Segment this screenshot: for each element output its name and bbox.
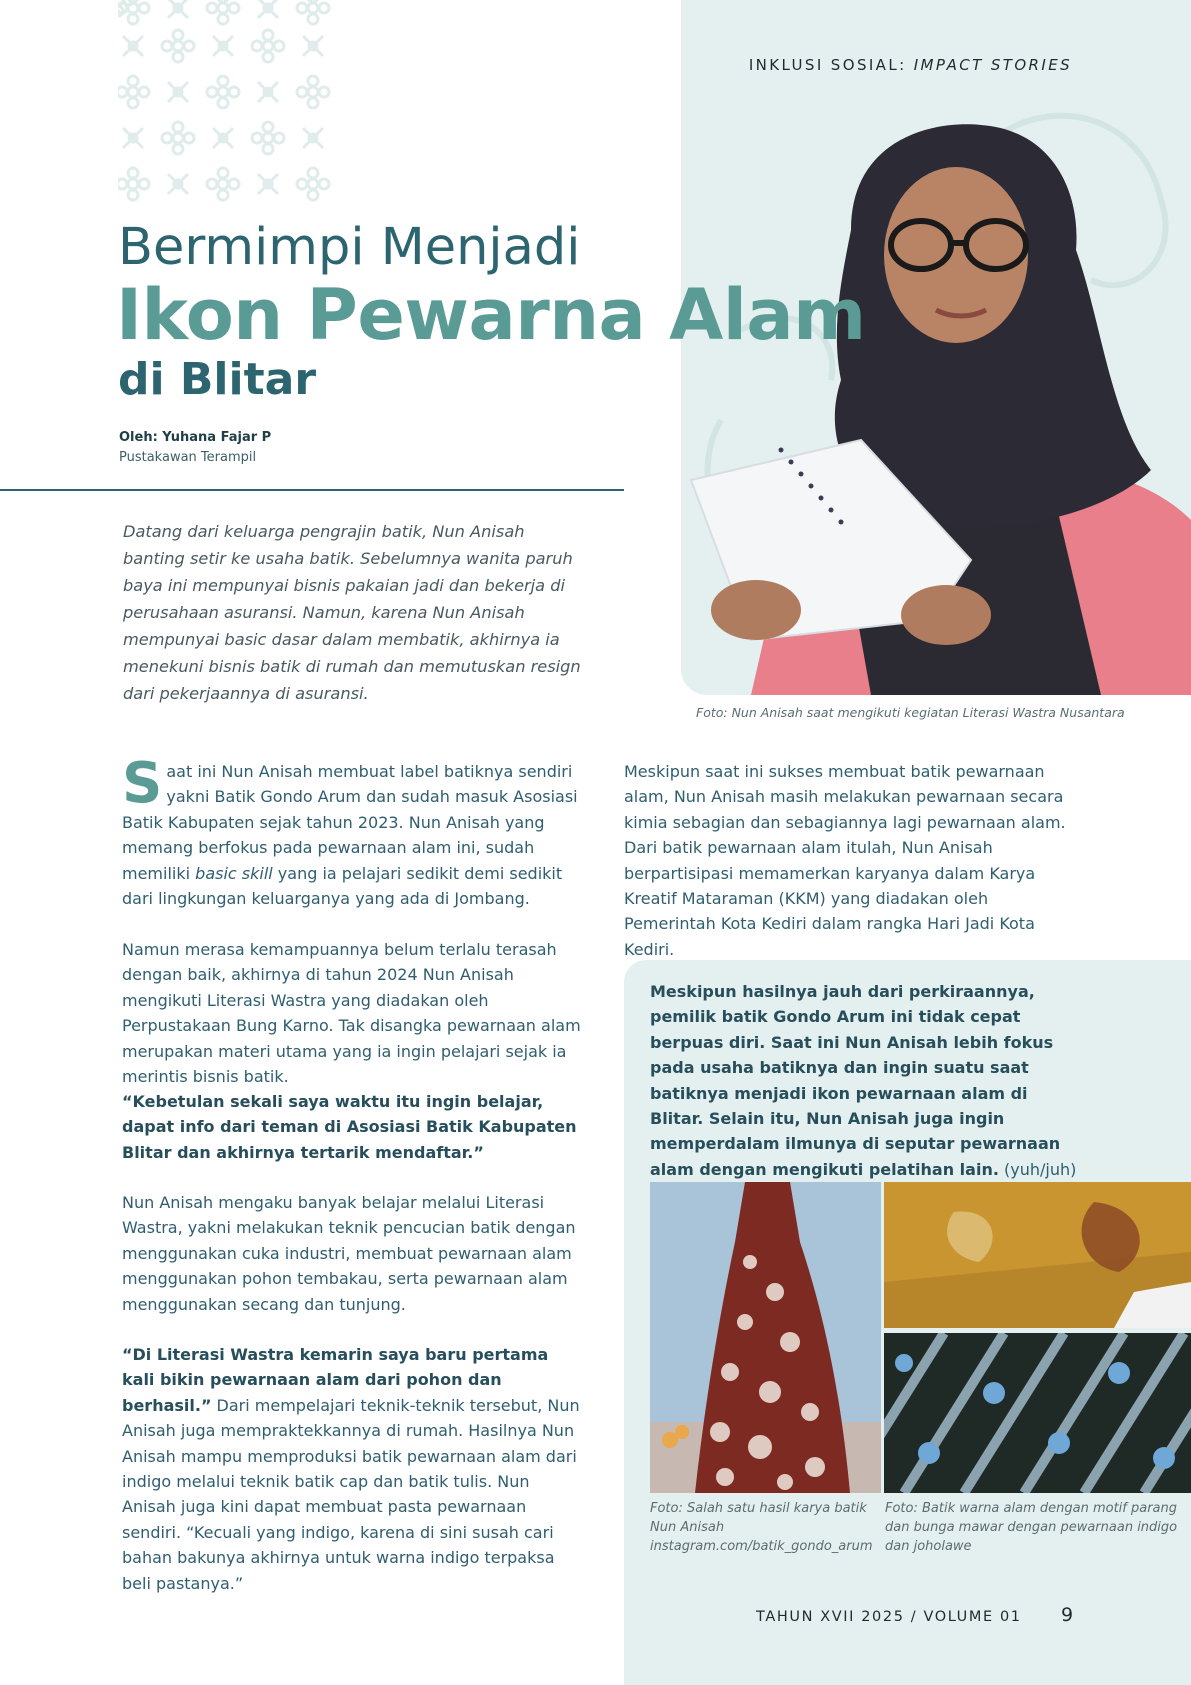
title-line-2: Ikon Pewarna Alam xyxy=(116,274,866,356)
pull-quote-2: “Di Literasi Wastra kemarin saya baru pertama kali bikin pewarnaan alam dari pohon dan berhasil.” xyxy=(122,1345,549,1415)
author-byline: Oleh: Yuhana Fajar P xyxy=(119,430,272,445)
left-paragraph-4: “Di Literasi Wastra kemarin saya baru pertama kali bikin pewarnaan alam dari pohon dan berhasil.” Dari mempelajari teknik-teknik tersebut, Nun Anisah juga mempraktekkannya di rumah. Hasilnya Nun Anisah mampu memproduksi batik pewarnaan alam dari indigo melalui teknik batik cap dan batik tulis. Nun Anisah juga kini dapat membuat pasta pewarnaan sendiri. “Kecuali yang indigo, karena di sini susah cari bahan bakunya akhirnya untuk warna indigo terpaksa beli pastanya.” xyxy=(122,1345,580,1593)
lead-paragraph: Datang dari keluarga pengrajin batik, Nun Anisah banting setir ke usaha batik. Sebelumnya wanita paruh baya ini mempunyai bisnis pakaian jadi dan bekerja di perusahaan asuransi. Namun, karena Nun Anisah mempunyai basic dasar dalam membatik, akhirnya ia menekuni bisnis batik di rumah dan memutuskan resign dari pekerjaannya di asuransi. xyxy=(123,522,581,703)
left-paragraph-3: Nun Anisah mengaku banyak belajar melalui Literasi Wastra, yakni melakukan teknik pencucian batik dengan menggunakan cuka industri, membuat pewarnaan alam menggunakan pohon tembakau, serta pewarnaan alam menggunakan secang dan tunjung. xyxy=(122,1193,576,1314)
batik-fabric-parang-photo xyxy=(884,1333,1191,1493)
section-label-emphasis: IMPACT STORIES xyxy=(913,56,1072,74)
footer-volume: TAHUN XVII 2025 / VOLUME 01 xyxy=(756,1609,1022,1625)
title-line-1: Bermimpi Menjadi xyxy=(118,218,581,277)
batik-dress-photo xyxy=(650,1182,881,1493)
photo-caption-fabric: Foto: Batik warna alam dengan motif parang dan bunga mawar dengan pewarnaan indigo dan joholawe xyxy=(885,1501,1178,1554)
author-role: Pustakawan Terampil xyxy=(119,450,257,465)
batik-fabric-leaf-photo xyxy=(884,1182,1191,1328)
batik-pattern-decoration xyxy=(118,0,348,205)
drop-cap: S xyxy=(122,751,163,816)
left-paragraph-1: Saat ini Nun Anisah membuat label batiknya sendiri yakni Batik Gondo Arum dan sudah masuk Asosiasi Batik Kabupaten sejak tahun 2023. Nun Anisah yang memang berfokus pada pewarnaan alam ini, sudah memiliki basic skill yang ia pelajari sedikit demi sedikit dari lingkungan keluarganya yang ada di Jombang. xyxy=(122,751,578,909)
pull-quote-1: “Kebetulan sekali saya waktu itu ingin belajar, dapat info dari teman di Asosiasi Batik Kabupaten Blitar dan akhirnya tertarik mendaftar.” xyxy=(122,1092,577,1162)
photo-caption-dress: Foto: Salah satu hasil karya batik Nun Anisah instagram.com/batik_gondo_arum xyxy=(650,1501,873,1554)
section-label: INKLUSI SOSIAL: IMPACT STORIES xyxy=(748,56,1072,74)
hero-photo-caption: Foto: Nun Anisah saat mengikuti kegiatan Literasi Wastra Nusantara xyxy=(696,705,1125,720)
title-divider xyxy=(0,489,624,491)
closing-text: Meskipun hasilnya jauh dari perkiraannya, pemilik batik Gondo Arum ini tidak cepat berpuas diri. Saat ini Nun Anisah lebih fokus pada usaha batiknya dan ingin suatu saat batiknya menjadi ikon pewarnaan alam di Blitar. Selain itu, Nun Anisah juga ingin memperdalam ilmunya di seputar pewarnaan alam dengan mengikuti pelatihan lain. (yuh/juh) xyxy=(650,982,1077,1179)
right-paragraph-1: Meskipun saat ini sukses membuat batik pewarnaan alam, Nun Anisah masih melakukan pewarnaan secara kimia sebagian dan sebagiannya lagi pewarnaan alam. Dari batik pewarnaan alam itulah, Nun Anisah berpartisipasi memamerkan karyanya dalam Karya Kreatif Mataraman (KKM) yang diadakan oleh Pemerintah Kota Kediri dalam rangka Hari Jadi Kota Kediri. xyxy=(624,762,1066,959)
closing-signoff: (yuh/juh) xyxy=(998,1159,1077,1179)
page-number: 9 xyxy=(1061,1604,1074,1626)
title-line-3: di Blitar xyxy=(118,354,317,405)
left-paragraph-2: Namun merasa kemampuannya belum terlalu terasah dengan baik, akhirnya di tahun 2024 Nun Anisah mengikuti Literasi Wastra yang diadakan oleh Perpustakaan Bung Karno. Tak disangka pewarnaan alam merupakan materi utama yang ia ingin pelajari sejak ia merintis bisnis batik. xyxy=(122,940,581,1087)
